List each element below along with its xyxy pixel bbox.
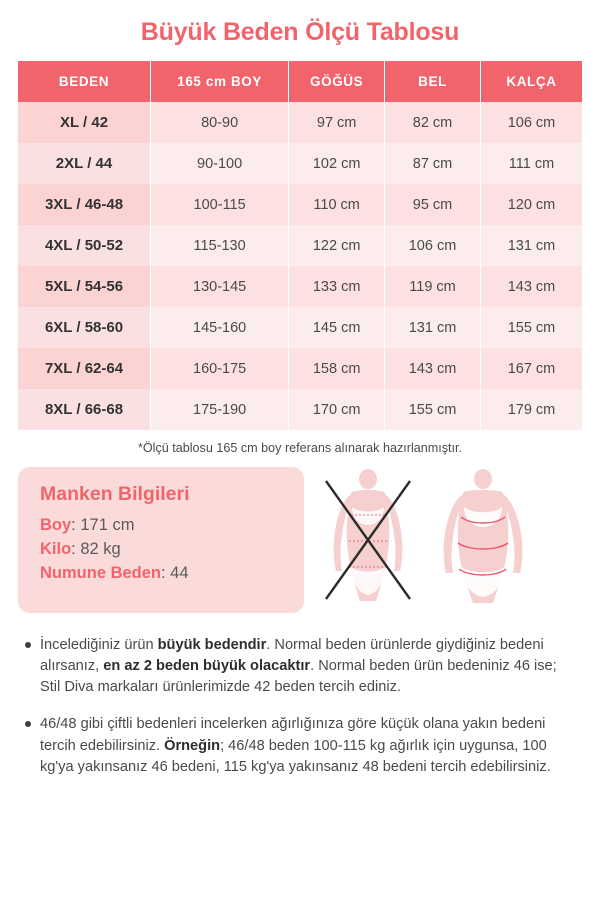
info-bullet-list	[18, 635, 582, 778]
model-info-heading: Manken Bilgileri	[40, 483, 190, 505]
table-row	[18, 184, 582, 225]
crossed-out-body-figure	[326, 469, 410, 601]
bullet-text: İncelediğiniz ürün	[40, 637, 158, 653]
cell-boy: 115-130	[151, 225, 289, 266]
cell-gogus: 122 cm	[289, 225, 385, 266]
cell-bel: 82 cm	[385, 102, 481, 143]
cell-gogus: 145 cm	[289, 307, 385, 348]
cell-kalca: 120 cm	[480, 184, 582, 225]
table-row	[18, 225, 582, 266]
model-sample-size-value: : 44	[161, 564, 189, 582]
cell-gogus: 102 cm	[289, 143, 385, 184]
cell-beden: 6XL / 58-60	[18, 307, 151, 348]
cell-gogus: 158 cm	[289, 348, 385, 389]
column-header-boy: 165 cm BOY	[151, 61, 289, 102]
cell-beden: 4XL / 50-52	[18, 225, 151, 266]
size-guide-page	[0, 18, 600, 917]
size-chart-table	[18, 61, 582, 430]
cell-bel: 106 cm	[385, 225, 481, 266]
model-weight-label: Kilo	[40, 540, 72, 558]
cell-gogus: 97 cm	[289, 102, 385, 143]
column-header-kalca: KALÇA	[480, 61, 582, 102]
cell-gogus: 133 cm	[289, 266, 385, 307]
model-sample-size-line	[40, 564, 304, 583]
model-weight-line	[40, 540, 304, 559]
bullet-emphasis: Örneğin	[164, 737, 221, 754]
cell-kalca: 155 cm	[480, 307, 582, 348]
cell-bel: 119 cm	[385, 266, 481, 307]
cell-boy: 145-160	[151, 307, 289, 348]
figures-svg	[306, 467, 576, 613]
cell-beden: XL / 42	[18, 102, 151, 143]
cell-bel: 87 cm	[385, 143, 481, 184]
model-sample-size-label: Numune Beden	[40, 564, 162, 582]
column-header-beden: BEDEN	[18, 61, 151, 102]
column-header-bel: BEL	[385, 61, 481, 102]
table-row	[18, 266, 582, 307]
list-item	[40, 635, 578, 698]
model-weight-value: : 82 kg	[71, 540, 121, 558]
cell-bel: 131 cm	[385, 307, 481, 348]
bullet-text: . Normal beden ürünlerde giydiğiniz bedeni alırsanız,	[40, 637, 544, 675]
model-height-line	[40, 516, 304, 535]
cell-beden: 5XL / 54-56	[18, 266, 151, 307]
cell-boy: 80-90	[151, 102, 289, 143]
cell-beden: 3XL / 46-48	[18, 184, 151, 225]
model-info-card	[18, 467, 304, 613]
cell-beden: 7XL / 62-64	[18, 348, 151, 389]
cell-gogus: 170 cm	[289, 389, 385, 430]
cell-bel: 143 cm	[385, 348, 481, 389]
bullet-text: . Normal beden ürün bedeniniz 46 ise; Stil Diva markaları ürünlerimizde 42 beden tercih ediniz.	[40, 658, 557, 696]
cell-kalca: 131 cm	[480, 225, 582, 266]
measured-body-figure	[444, 469, 523, 603]
model-height-value: : 171 cm	[71, 516, 135, 534]
column-header-gogus: GÖĞÜS	[289, 61, 385, 102]
cell-kalca: 106 cm	[480, 102, 582, 143]
cell-gogus: 110 cm	[289, 184, 385, 225]
model-height-label: Boy	[40, 516, 72, 534]
bullet-text: ; 46/48 beden 100-115 kg ağırlık için uygunsa, 100 kg'ya yakınsanız 46 bedeni, 115 kg'ya yakınsanız 48 bedeni tercih edebilirsiniz.	[40, 737, 551, 775]
table-row	[18, 143, 582, 184]
cell-kalca: 143 cm	[480, 266, 582, 307]
table-header-row	[18, 61, 582, 102]
body-figures-illustration	[306, 467, 576, 613]
cell-boy: 175-190	[151, 389, 289, 430]
bullet-emphasis: büyük bedendir	[157, 637, 267, 653]
cell-boy: 100-115	[151, 184, 289, 225]
cell-boy: 130-145	[151, 266, 289, 307]
page-title: Büyük Beden Ölçü Tablosu	[140, 18, 460, 46]
cell-bel: 95 cm	[385, 184, 481, 225]
cell-boy: 160-175	[151, 348, 289, 389]
cell-bel: 155 cm	[385, 389, 481, 430]
table-footnote: *Ölçü tablosu 165 cm boy referans alınarak hazırlanmıştır.	[137, 441, 463, 455]
cell-beden: 2XL / 44	[18, 143, 151, 184]
list-item	[40, 714, 578, 777]
table-row	[18, 389, 582, 430]
cell-boy: 90-100	[151, 143, 289, 184]
table-row	[18, 307, 582, 348]
cell-kalca: 179 cm	[480, 389, 582, 430]
bullet-emphasis: en az 2 beden büyük olacaktır	[103, 658, 311, 675]
cell-beden: 8XL / 66-68	[18, 389, 151, 430]
model-info-section	[18, 467, 582, 619]
cell-kalca: 167 cm	[480, 348, 582, 389]
table-row	[18, 102, 582, 143]
bullet-text: 46/48 gibi çiftli bedenleri incelerken ağırlığınıza göre küçük olana yakın bedeni tercih edebilirsiniz.	[40, 716, 546, 754]
cell-kalca: 111 cm	[480, 143, 582, 184]
table-row	[18, 348, 582, 389]
